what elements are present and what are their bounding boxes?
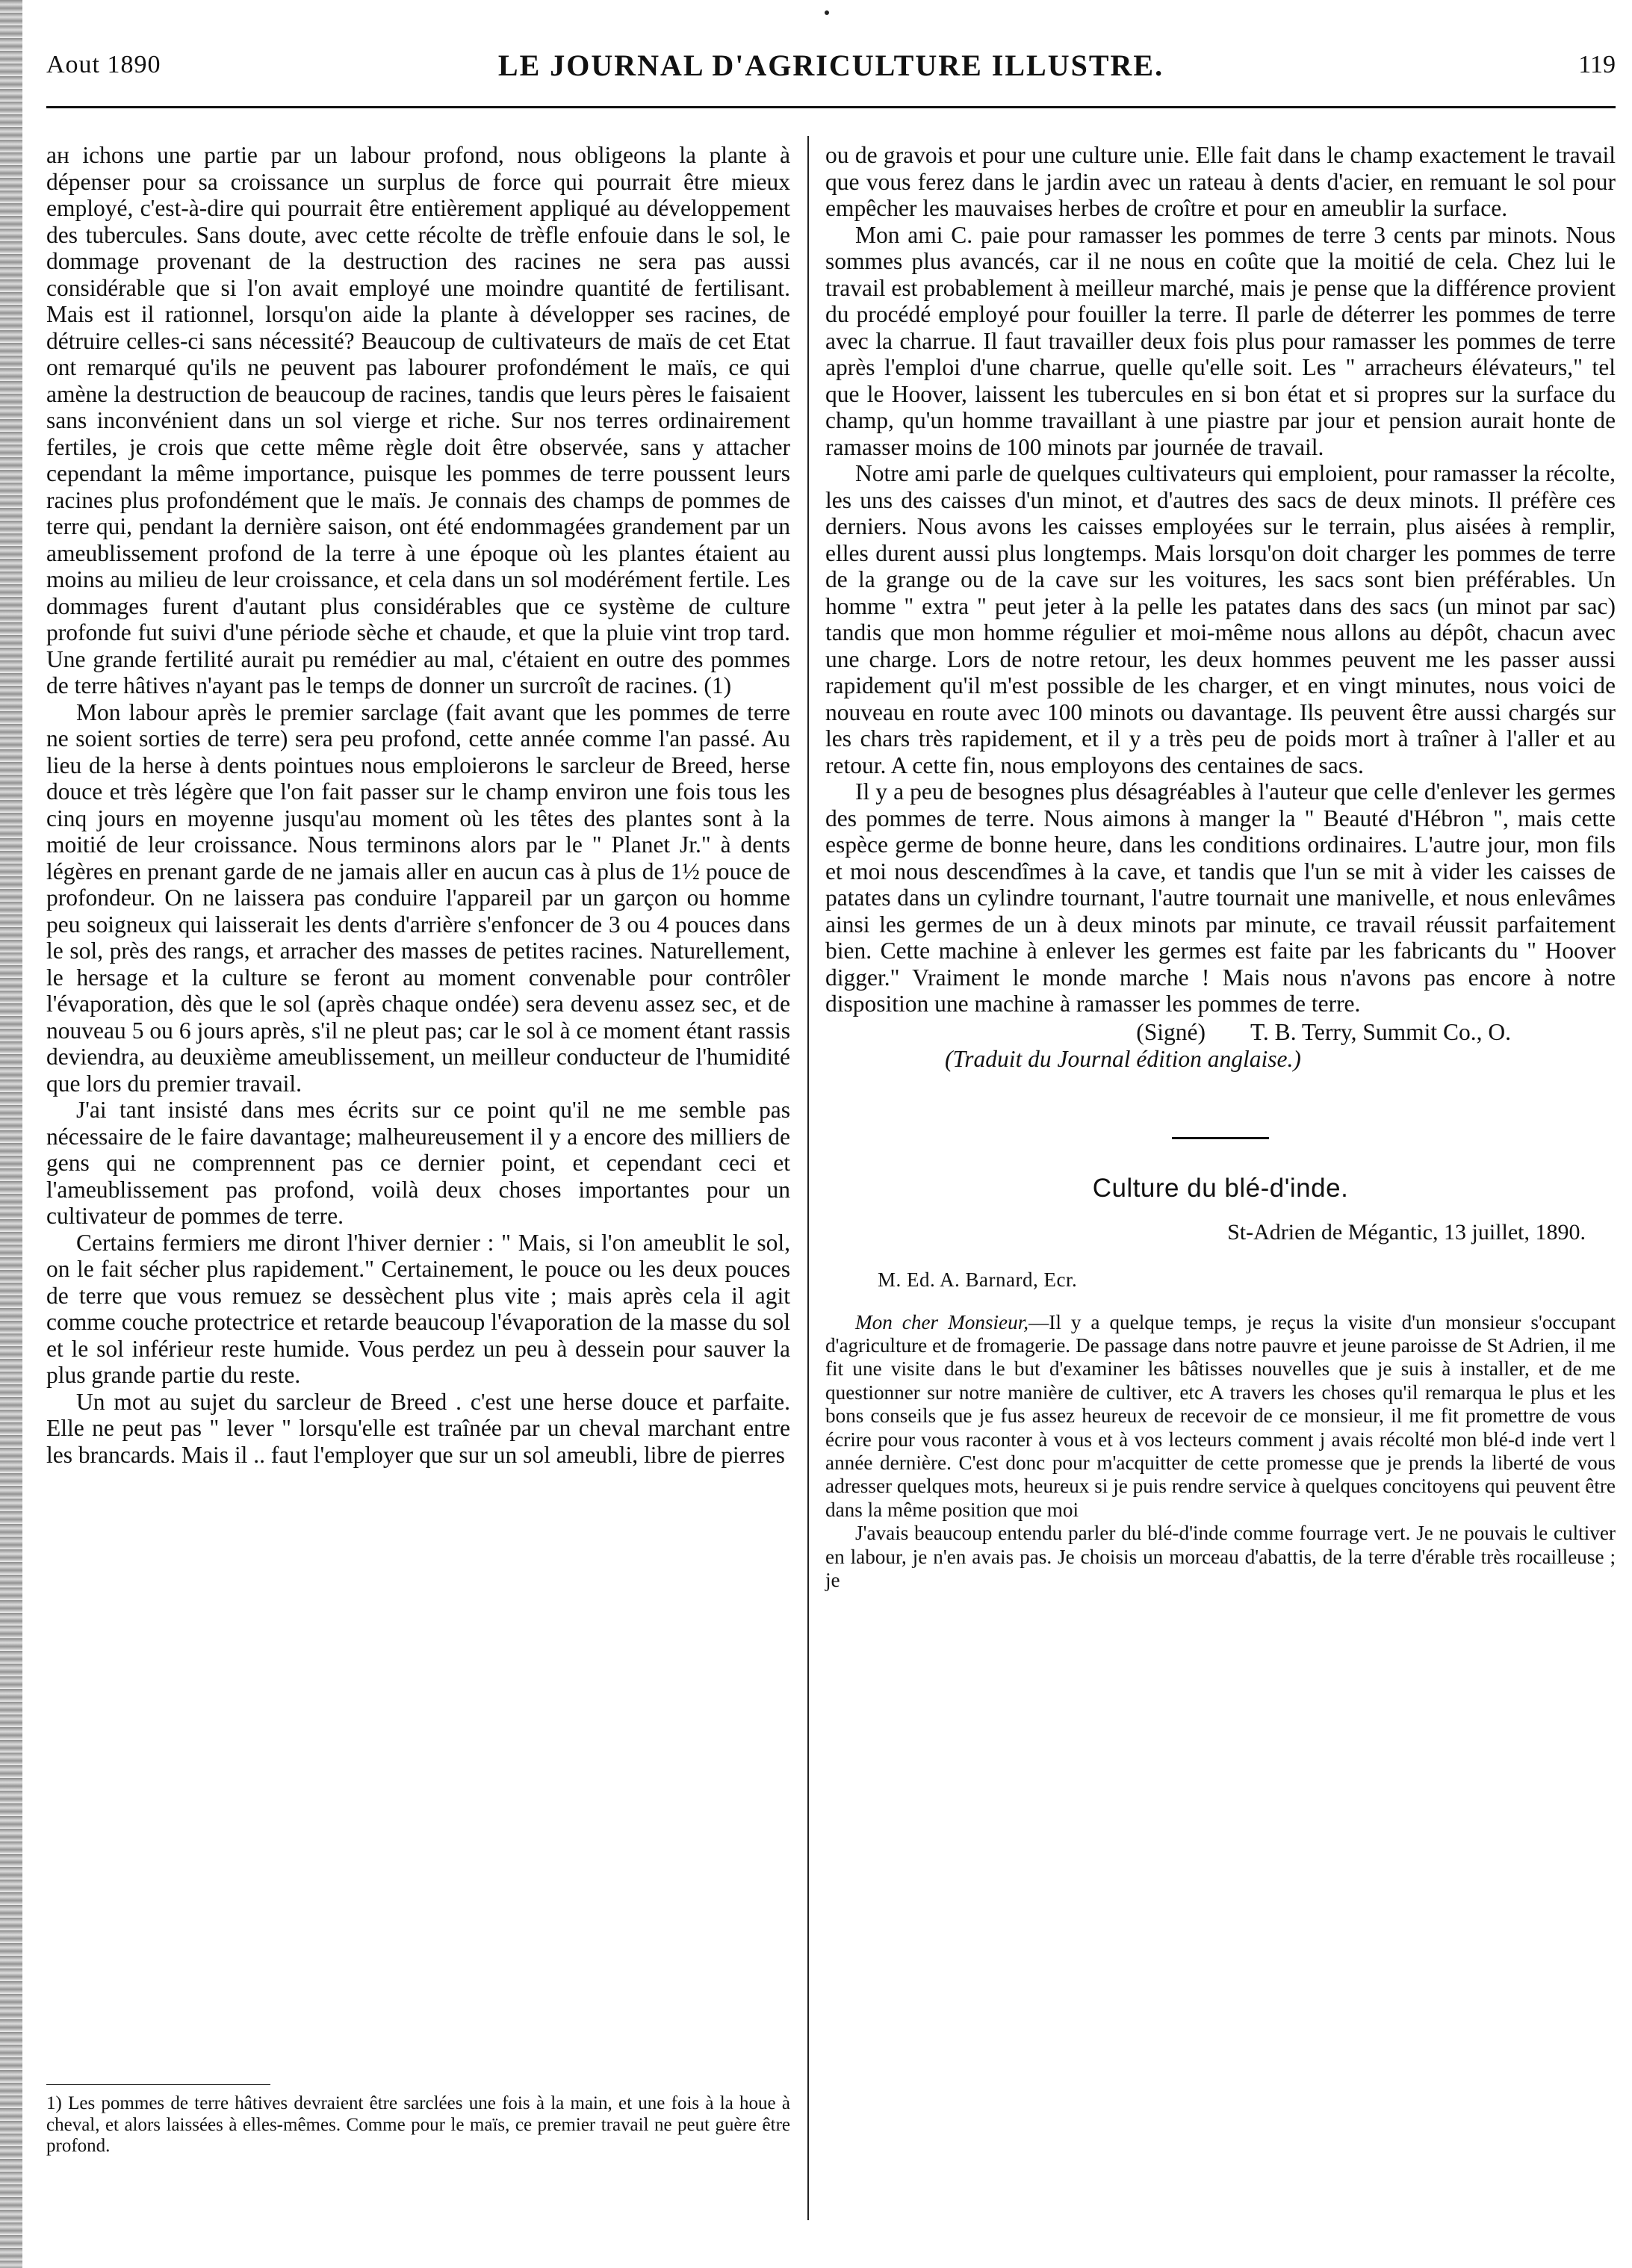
- signed-name: T. B. Terry, Summit Co., O.: [1250, 1018, 1511, 1045]
- right-paragraph-3: Notre ami parle de quelques cultivateurs qui emploient, pour ramasser la récolte, les uns des caisses d'un minot, et d'autres des sacs de deux minots. Il préfère ces derniers. Nous avons les caisses employées sur le terrain, plus aisées à remplir, elles durent aussi plus longtemps. Mais lorsqu'on doit charger les pommes de terre de la grange ou de la cave sur les voitures, les sacs sont bien préférables. Un homme " extra " peut jeter à la pelle les patates dans des sacs (un minot par sac) tandis que mon homme régulier et moi-même nous allons au dépôt, chacun avec une charge. Lors de notre retour, les deux hommes peuvent me les passer aussi rapidement qu'il m'est possible de les charger, et en vingt minutes, nous voici de nouveau en route avec 100 minots ou davantage. Ils peuvent être aussi chargés sur les chars très rapidement, et il y a très peu de poids mort à traîner à l'aller et au retour. A cette fin, nous employons des centaines de sacs.: [825, 460, 1616, 778]
- section-divider: [1172, 1137, 1269, 1139]
- print-dot: [825, 10, 829, 15]
- header-journal-title: LE JOURNAL D'AGRICULTURE ILLUSTRE.: [497, 49, 1164, 82]
- scan-edge: [0, 0, 22, 2268]
- letter-paragraph-1: [825, 1311, 1616, 1522]
- signature-line: [825, 1019, 1616, 1046]
- letter-addressee: M. Ed. A. Barnard, Ecr.: [878, 1268, 1078, 1291]
- right-paragraph-1: ou de gravois et pour une culture unie. Elle fait dans le champ exactement le travail que vous ferez dans le jardin avec un rateau à dents d'acier, en remuant le sol pour empêcher les mauvaises herbes de croître et pour en ameublir la surface.: [825, 142, 1616, 221]
- footnote-rule: [46, 2084, 270, 2085]
- left-paragraph-4: Certains fermiers me diront l'hiver dernier : " Mais, si l'on ameublit le sol, on le fait sécher plus rapidement." Certainement, le pouce ou les deux pouces de terre que vous remuez se dessèchent plus vite ; mais après cela il agit comme couche protectrice et retarde beaucoup l'évaporation de la masse du sol et le sol inférieur reste humide. Vous perdez un peu à dessein pour sauver la plus grande partie du reste.: [46, 1229, 790, 1388]
- section-title: Culture du blé-d'inde.: [1092, 1173, 1349, 1203]
- left-paragraph-5: Un mot au sujet du sarcleur de Breed . c'est une herse douce et parfaite. Elle ne peut pas " lever " lorsqu'elle est traînée par un cheval marchant entre les brancards. Mais il .. faut l'employer que sur un sol ameubli, libre de pierres: [46, 1388, 790, 1468]
- letter-body: [825, 1311, 1616, 1593]
- translation-note: (Traduit du Journal édition anglaise.): [945, 1045, 1301, 1072]
- right-paragraph-2: Mon ami C. paie pour ramasser les pommes de terre 3 cents par minots. Nous sommes plus avancés, car il ne nous en coûte que la moitié de cela. Chez lui le travail est probablement à meilleur marché, mais je pense que la différence provient du procédé employé pour fouiller la terre. Il parle de déterrer les pommes de terre avec la charrue. Il faut travailler deux fois plus pour ramasser les pommes de terre après l'emploi d'une charrue, quelle qu'elle soit. Les " arracheurs élévateurs," tel que le Hoover, laissent les tubercules en si bon état et si propres sur la surface du champ, qu'un homme travaillant à une piastre par jour et pension aurait honte de ramasser moins de 100 minots par journée de travail.: [825, 221, 1616, 460]
- header-rule: [46, 106, 1616, 108]
- letter-dateline: St-Adrien de Mégantic, 13 juillet, 1890.: [1227, 1219, 1586, 1245]
- letter-paragraph-1-text: —Il y a quelque temps, je reçus la visite d'un monsieur s'occupant d'agriculture et de fromagerie. De passage dans notre pauvre et jeune paroisse de St Adrien, il me fit une visite dans le but d'examiner les bâtisses nouvelles que je suis à installer, et de me questionner sur notre manière de cultiver, etc A travers les choses qu'il remarqua le plus et les bons conseils que je fus assez heureux de recevoir de ce monsieur, il me fit promettre de vous écrire pour vous raconter à vous et à vos lecteurs comment j avais récolté mon blé-d inde vert l année dernière. C'est donc pour m'acquitter de cette promesse que je prends la liberté de vous adresser quelques mots, heureux si je puis rendre service à quelques concitoyens qui peuvent être dans la même position que moi: [825, 1310, 1616, 1521]
- signed-label: (Signé): [1136, 1018, 1206, 1045]
- left-paragraph-1: ан ichons une partie par un labour profond, nous obligeons la plante à dépenser pour sa croissance un surplus de force qui pourrait être mieux employé, c'est-à-dire qui pourrait être entièrement appliqué au développement des tubercules. Sans doute, avec cette récolte de trèfle enfouie dans le sol, le dommage provenant de la destruction des racines ne sera pas aussi considérable que si l'on avait employé une moindre quantité de fertilisant. Mais est il rationnel, lorsqu'on aide la plante à développer ses racines, de détruire celles-ci sans nécessité? Beaucoup de cultivateurs de maïs de cet Etat ont remarqué qu'ils ne peuvent pas labourer profondément le maïs, ce qui amène la destruction de beaucoup de racines, tandis que leurs pères le faisaient sans inconvénient dans un sol vierge et riche. Sur nos terres ordinairement fertiles, je crois que cette même règle doit être observée, sans y attacher cependant la même importance, puisque les pommes de terre poussent leurs racines plus profondément que le maïs. Je connais des champs de pommes de terre qui, pendant la dernière saison, ont été endommagées grandement par un ameublissement profond de la terre à une époque où les plantes étaient au moins au milieu de leur croissance, et cela dans un sol modérément fertile. Les dommages furent d'autant plus considérables que ce système de culture profonde fut suivi d'une période sèche et chaude, et que la pluie vint trop tard. Une grande fertilité aurait pu remédier au mal, c'étaient en outre des pommes de terre hâtives n'ayant pas le temps de donner un surcroît de racines. (1): [46, 142, 790, 698]
- letter-salutation: Mon cher Monsieur,: [855, 1310, 1029, 1333]
- letter-paragraph-2: J'avais beaucoup entendu parler du blé-d'inde comme fourrage vert. Je ne pouvais le cultiver en labour, je n'en avais pas. Je choisis un morceau d'abattis, de la terre d'érable très rocailleuse ; je: [825, 1522, 1616, 1591]
- right-column: [825, 142, 1616, 1592]
- header-page-number: 119: [1578, 51, 1616, 78]
- page-header: [46, 42, 1616, 87]
- right-paragraph-4: Il y a peu de besognes plus désagréables à l'auteur que celle d'enlever les germes des pommes de terre. Nous aimons à manger la " Beauté d'Hébron ", mais cette espèce germe de bonne heure, dans les conditions ordinaires. L'autre jour, mon fils et moi nous descendîmes à la cave, et tandis que l'un se mit à vider les caisses de patates dans un cylindre tournant, l'autre tournait une manivelle, et nous enlevâmes ainsi les germes de un à deux minots par minute, ce travail réussit parfaitement bien. Cette machine à enlever les germes est faite par les fabricants du " Hoover digger." Vraiment le monde marche ! Mais nous n'avons pas encore à notre disposition une machine à ramasser les pommes de terre.: [825, 778, 1616, 1017]
- header-date: Aout 1890: [46, 51, 161, 78]
- left-column: [46, 142, 790, 1468]
- column-divider: [807, 136, 809, 2220]
- left-paragraph-3: J'ai tant insisté dans mes écrits sur ce point qu'il ne me semble pas nécessaire de le faire davantage; malheureusement il y a encore des milliers de gens qui ne comprennent pas ce dernier point, et cependant ceci et l'ameublissement pas profond, voilà deux choses importantes pour un cultivateur de pommes de terre.: [46, 1097, 790, 1229]
- left-paragraph-2: Mon labour après le premier sarclage (fait avant que les pommes de terre ne soient sorties de terre) sera peu profond, cette année comme l'an passé. Au lieu de la herse à dents pointues nous emploierons le sarcleur de Breed, herse douce et très légère que l'on fait passer sur le champ environ une fois tous les cinq jours en moyenne jusqu'au moment où les têtes des plantes sont à la moitié de leur croissance. Nous terminons alors par le " Planet Jr." à dents légères en prenant garde de ne jamais aller en aucun cas à plus de 1½ pouce de profondeur. On ne laissera pas conduire l'appareil par un garçon ou homme peu soigneux qui laisserait les dents d'arrière s'enfoncer de 3 ou 4 pouces dans le sol, près des rangs, et arracher des masses de petites racines. Naturellement, le hersage et la culture se feront au moment convenable pour contrôler l'évaporation, dès que le sol (après chaque ondée) sera devenu assez sec, et de nouveau 5 ou 6 jours après, s'il ne pleut pas; car le sol à ce moment étant rassis deviendra, au deuxième ameublissement, un meilleur conducteur de l'humidité que lors du premier travail.: [46, 698, 790, 1097]
- footnote: 1) Les pommes de terre hâtives devraient être sarclées une fois à la main, et une fois à la houe à cheval, et alors laissées à elles-mêmes. Comme pour le maïs, ce premier travail ne peut guère être profond.: [46, 2093, 790, 2156]
